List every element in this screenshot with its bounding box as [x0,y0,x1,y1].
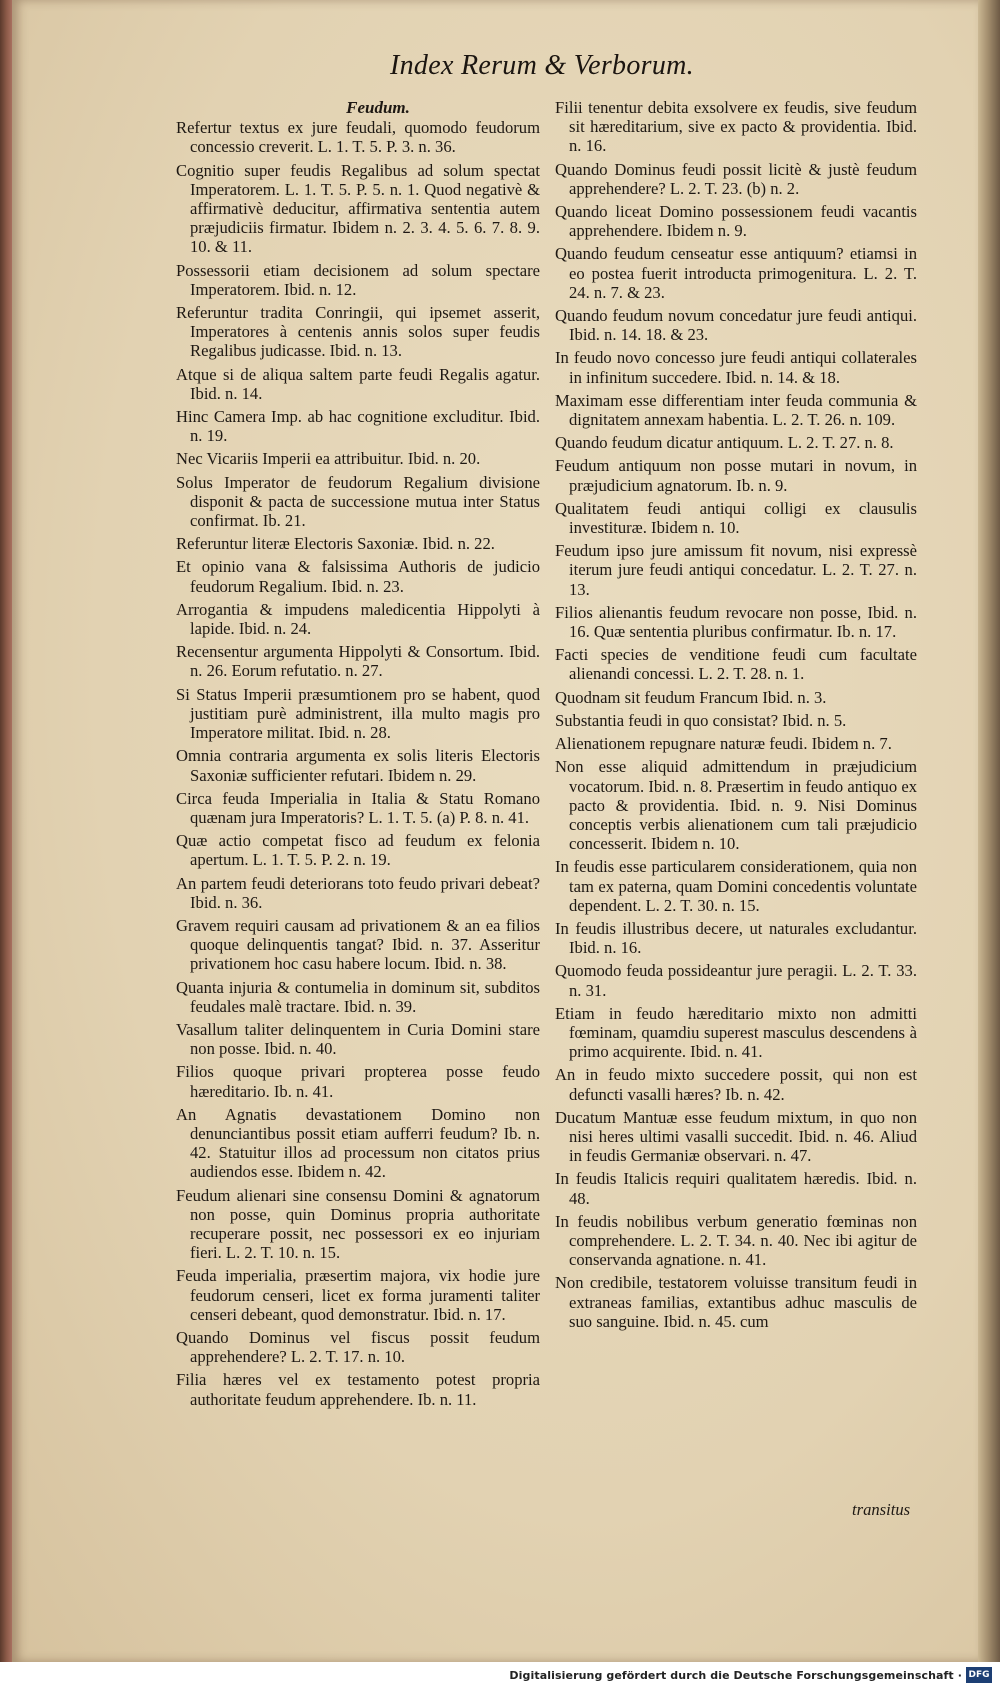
index-entry: Referuntur tradita Conringii, qui ipsemet asserit, Imperatores à centenis annis solos super feudis Regalibus judicasse. Ibid. n. 13. [176,303,540,361]
index-entry: Quodnam sit feudum Francum Ibid. n. 3. [555,687,827,707]
index-entry: Quando liceat Domino possessionem feudi vacantis apprehendere. Ibidem n. 9. [555,202,917,241]
index-entry: An Agnatis devastationem Domino non denunciantibus possit etiam aufferri feudum? Ib. n. 42. Statuitur illos ad processum non citatos prius audiendos esse. Ibidem n. 42. [176,1104,540,1182]
index-entry: In feudis Italicis requiri qualitatem hæredis. Ibid. n. 48. [555,1169,917,1208]
index-entry: Ducatum Mantuæ esse feudum mixtum, in quo non nisi heres ultimi vasalli succedit. Ibid. n. 46. Aliud in feudis Germaniæ observari. n. 47. [555,1107,917,1166]
index-entry: In feudis esse particularem considerationem, quia non tam ex paterna, quam Domini concedentis voluntate dependent. L. 2. T. 30. n. 15. [555,857,917,915]
catchword: transitus [852,1500,911,1519]
index-entry: Feudum alienari sine consensu Domini & agnatorum non posse, quin Dominus propria authoritate recuperare possit, nec possessori ex eo injuriam fieri. L. 2. T. 10. n. 15. [176,1185,540,1263]
index-entry: Si Status Imperii præsumtionem pro se habent, quod justitiam purè administrent, illa multo magis pro Imperatore militat. Ibid. n. 28. [176,684,540,743]
index-entry: Quando feudum censeatur esse antiquum? etiamsi in eo postea fuerit introducta primogenitura. L. 2. T. 24. n. 7. & 23. [555,244,917,302]
index-entry: Filios alienantis feudum revocare non posse, Ibid. n. 16. Quæ sententia pluribus confirmatur. Ib. n. 17. [555,602,917,642]
index-entry: Possessorii etiam decisionem ad solum spectare Imperatorem. Ibid. n. 12. [176,260,540,299]
index-entry: Nec Vicariis Imperii ea attribuitur. Ibid. n. 20. [176,449,481,469]
index-entry: Et opinio vana & falsissima Authoris de judicio feudorum Regalium. Ibid. n. 23. [176,557,540,596]
index-entry: Atque si de aliqua saltem parte feudi Regalis agatur. Ibid. n. 14. [176,364,540,403]
index-entry: Filii tenentur debita exsolvere ex feudis, sive feudum sit hæreditarium, sive ex pacto & providentia. Ibid. n. 16. [555,98,917,156]
index-entry: Etiam in feudo hæreditario mixto non admitti fœminam, quamdiu superest masculus descendens à primo acquirente. Ibid. n. 41. [555,1003,917,1062]
index-entry: Quanta injuria & contumelia in dominum sit, subditos feudales malè tractare. Ibid. n. 39. [176,977,540,1016]
section-heading: Feudum. [346,98,410,117]
index-entry: Feuda imperialia, præsertim majora, vix hodie jure feudorum censeri, licet ex forma juramenti taliter censeri debeant, quod demonstratur. Ibid. n. 17. [176,1266,540,1324]
index-entry: Qualitatem feudi antiqui colligi ex clausulis investituræ. Ibidem n. 10. [555,498,917,538]
index-entry: An in feudo mixto succedere possit, qui non est defuncti vasalli hæres? Ib. n. 42. [555,1065,917,1104]
index-entry: Quando Dominus feudi possit licitè & justè feudum apprehendere? L. 2. T. 23. (b) n. 2. [555,159,917,198]
index-entry: In feudo novo concesso jure feudi antiqui collaterales in infinitum succedere. Ibid. n. 14. & 18. [555,348,917,387]
index-entry: Non credibile, testatorem voluisse transitum feudi in extraneas familias, extantibus adhuc masculis de suo sanguine. Ibid. n. 45. cum [555,1273,917,1331]
index-entry: Maximam esse differentiam inter feuda communia & dignitatem annexam habentia. L. 2. T. 26. n. 109. [555,390,917,430]
index-entry: Cognitio super feudis Regalibus ad solum spectat Imperatorem. L. 1. T. 5. P. 5. n. 1. Quod negativè & affirmativè deducitur, affirmativa sententia autem præjudiciis firmatur. Ibidem n. 2. 3. 4. 5. 6. 7. 8. 9. 10. & 11. [176,160,540,257]
index-entry: Quomodo feuda possideantur jure peragii. L. 2. T. 33. n. 31. [555,961,917,1000]
index-entry: Quando Dominus vel fiscus possit feudum apprehendere? L. 2. T. 17. n. 10. [176,1327,540,1367]
index-entry: Gravem requiri causam ad privationem & an ea filios quoque delinquentis tangat? Ibid. n. 37. Asseritur privationem hoc casu habere locum. Ibid. n. 38. [176,915,540,974]
right-column [555,98,917,1335]
index-entry: Referuntur literæ Electoris Saxoniæ. Ibid. n. 22. [176,534,495,554]
index-entry: Quæ actio competat fisco ad feudum ex felonia apertum. L. 1. T. 5. P. 2. n. 19. [176,831,540,870]
page-edge [978,0,1000,1662]
index-entry: Hinc Camera Imp. ab hac cognitione excluditur. Ibid. n. 19. [176,407,540,446]
index-entry: Arrogantia & impudens maledicentia Hippolyti à lapide. Ibid. n. 24. [176,599,540,639]
index-entry: Circa feuda Imperialia in Italia & Statu Romano quænam jura Imperatoris? L. 1. T. 5. (a) P. 8. n. 41. [176,788,540,827]
index-entry: Alienationem repugnare naturæ feudi. Ibidem n. 7. [555,734,892,754]
running-head: Index Rerum & Verborum. [390,50,694,81]
index-entry: Recensentur argumenta Hippolyti & Consortum. Ibid. n. 26. Eorum refutatio. n. 27. [176,642,540,681]
index-entry: Substantia feudi in quo consistat? Ibid. n. 5. [555,710,847,730]
left-column [176,98,540,1413]
index-entry: Feudum antiquum non posse mutari in novum, in præjudicium agnatorum. Ib. n. 9. [555,456,917,495]
index-entry: An partem feudi deteriorans toto feudo privari debeat? Ibid. n. 36. [176,873,540,912]
index-entry: Omnia contraria argumenta ex solis literis Electoris Saxoniæ sufficienter refutari. Ibidem n. 29. [176,746,540,785]
index-entry: Solus Imperator de feudorum Regalium divisione disponit & pacta de successione mutua inter Status confirmat. Ib. 21. [176,472,540,531]
index-entry: Quando feudum dicatur antiquum. L. 2. T. 27. n. 8. [555,433,894,453]
book-binding-edge [0,0,12,1662]
index-entry: Non esse aliquid admittendum in præjudicium vocatorum. Ibid. n. 8. Præsertim in feudo antiquo ex pacto & providentia. Ibid. n. 9. Nisi Dominus conceptis verbis alienationem cum tali præjudicio concesserit. Ibidem n. 10. [555,757,917,854]
index-entry: Refertur textus ex jure feudali, quomodo feudorum concessio creverit. L. 1. T. 5. P. 3. n. 36. [176,118,540,157]
index-entry: Vasallum taliter delinquentem in Curia Domini stare non posse. Ibid. n. 40. [176,1019,540,1059]
index-entry: Filia hæres vel ex testamento potest propria authoritate feudum apprehendere. Ib. n. 11. [176,1370,540,1409]
footer-bar [0,1662,1000,1690]
dfg-logo: DFG [966,1667,992,1683]
footer-credit: Digitalisierung gefördert durch die Deutsche Forschungsgemeinschaft · [509,1669,962,1682]
index-entry: Filios quoque privari propterea posse feudo hæreditario. Ib. n. 41. [176,1062,540,1101]
index-entry: Feudum ipso jure amissum fit novum, nisi expressè iterum jure feudi antiqui concedatur. L. 2. T. 27. n. 13. [555,541,917,599]
index-entry: In feudis illustribus decere, ut naturales excludantur. Ibid. n. 16. [555,918,917,958]
index-entry: In feudis nobilibus verbum generatio fœminas non comprehendere. L. 2. T. 34. n. 40. Nec ibi agitur de conservanda agnatione. n. 41. [555,1211,917,1270]
index-entry: Quando feudum novum concedatur jure feudi antiqui. Ibid. n. 14. 18. & 23. [555,306,917,345]
index-entry: Facti species de venditione feudi cum facultate alienandi concessi. L. 2. T. 28. n. 1. [555,645,917,684]
